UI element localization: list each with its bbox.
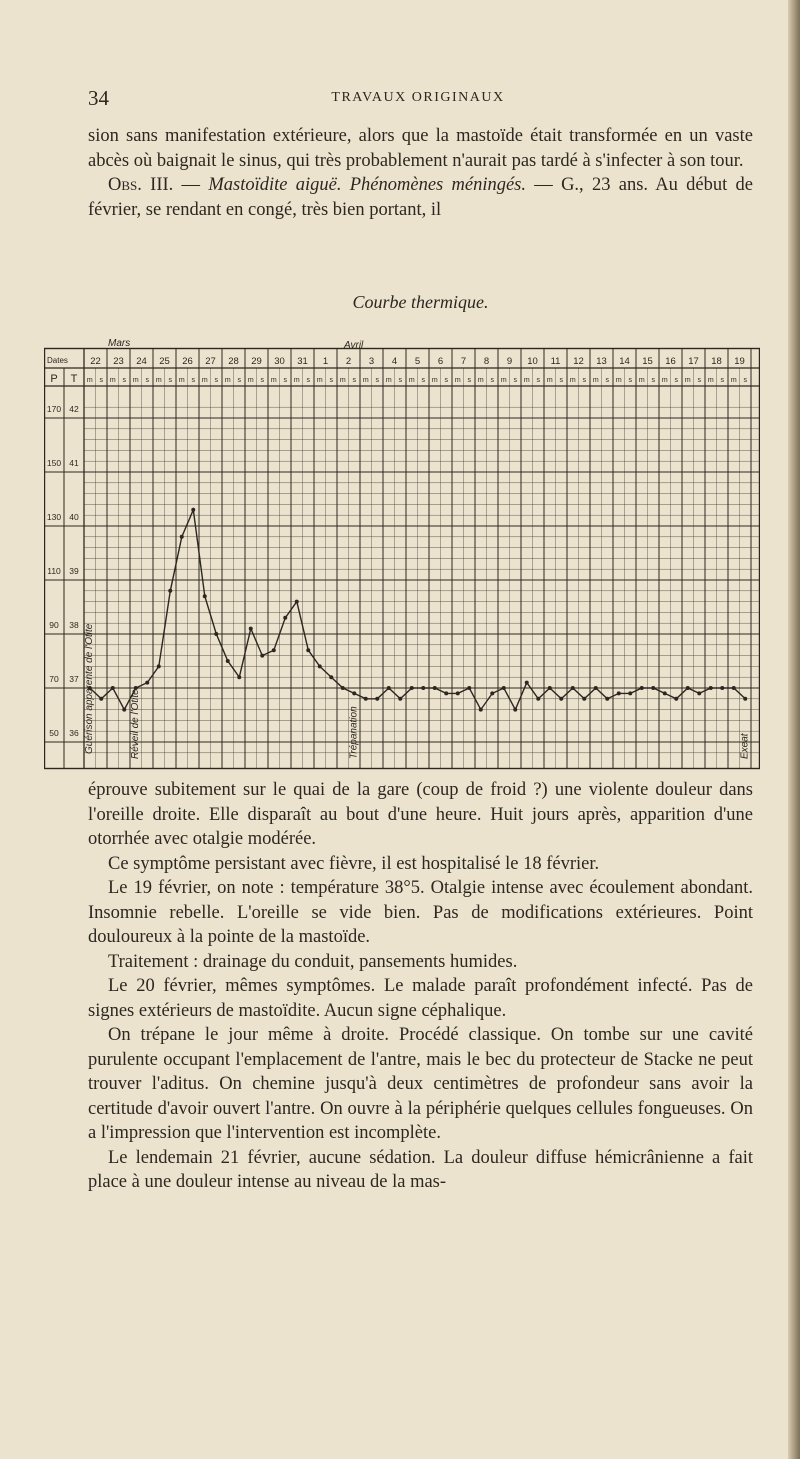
half-day-label: m xyxy=(224,377,231,384)
half-day-label: s xyxy=(145,377,149,384)
pulse-tick: 110 xyxy=(47,566,61,576)
half-day-label: s xyxy=(237,377,241,384)
temperature-point xyxy=(237,675,241,679)
temperature-point xyxy=(709,686,713,690)
annotation-trepanation: Trépanation xyxy=(348,706,360,759)
half-day-label: m xyxy=(615,377,622,384)
temperature-point xyxy=(743,697,747,701)
temperature-point xyxy=(651,686,655,690)
temp-tick: 38 xyxy=(69,620,79,630)
half-day-label: m xyxy=(638,377,645,384)
half-day-label: s xyxy=(214,377,218,384)
temperature-point xyxy=(720,686,724,690)
day-label: 13 xyxy=(596,356,607,367)
body-paragraph: Le 19 février, on note : température 38°5. Otalgie intense avec écoulement abondant. Insomnie rebelle. L'oreille se vide bien. Pas de modifications extérieures. Point douloureux à la pointe de la mastoïde. xyxy=(88,878,753,947)
temperature-point xyxy=(479,708,483,712)
half-day-label: s xyxy=(375,377,379,384)
half-day-label: m xyxy=(523,377,530,384)
temperature-point xyxy=(260,654,264,658)
obs-number: . III. — xyxy=(137,175,209,195)
temperature-point xyxy=(571,686,575,690)
half-day-label: m xyxy=(178,377,185,384)
day-label: 18 xyxy=(711,356,722,367)
temperature-point xyxy=(467,686,471,690)
half-day-label: m xyxy=(684,377,691,384)
temperature-point xyxy=(582,697,586,701)
temperature-point xyxy=(145,681,149,685)
half-day-label: m xyxy=(316,377,323,384)
half-day-label: s xyxy=(559,377,563,384)
day-label: 7 xyxy=(460,356,467,367)
body-paragraph: Le lendemain 21 février, aucune sédation. La douleur diffuse hémicrânienne a fait place à une douleur intense au niveau de la mas- xyxy=(88,1147,753,1192)
text-top xyxy=(88,124,753,222)
temp-tick: 36 xyxy=(69,728,79,738)
day-label: 10 xyxy=(527,356,538,367)
temperature-point xyxy=(226,659,230,663)
half-day-label: m xyxy=(454,377,461,384)
day-label: 1 xyxy=(322,356,329,367)
temperature-point xyxy=(157,664,161,668)
temperature-point xyxy=(272,648,276,652)
obs-label: Obs xyxy=(108,175,138,195)
half-day-label: s xyxy=(168,377,172,384)
temperature-point xyxy=(663,691,667,695)
half-day-label: s xyxy=(398,377,402,384)
half-day-label: s xyxy=(352,377,356,384)
temperature-point xyxy=(387,686,391,690)
day-label: 17 xyxy=(688,356,699,367)
temperature-point xyxy=(548,686,552,690)
half-day-label: m xyxy=(362,377,369,384)
temperature-point xyxy=(628,691,632,695)
day-label: 8 xyxy=(483,356,490,367)
half-day-label: s xyxy=(191,377,195,384)
body-paragraph: éprouve subitement sur le quai de la gare (coup de froid ?) une violente douleur dans l'oreille droite. Elle disparaît au bout d'une heure. Huit jours après, apparition d'une otorrhée avec otalgie modérée. xyxy=(88,780,753,849)
day-label: 24 xyxy=(136,356,147,367)
half-day-label: s xyxy=(467,377,471,384)
day-label: 3 xyxy=(368,356,375,367)
half-day-label: s xyxy=(720,377,724,384)
pulse-tick: 90 xyxy=(49,620,59,630)
annotation-exeat: Exeat xyxy=(739,733,751,759)
temp-tick: 41 xyxy=(69,458,79,468)
pulse-tick: 70 xyxy=(49,674,59,684)
day-header-label: Dates xyxy=(47,356,68,365)
half-day-label: m xyxy=(247,377,254,384)
temperature-point xyxy=(525,681,529,685)
temperature-point xyxy=(398,697,402,701)
pulse-tick: 50 xyxy=(49,728,59,738)
day-label: 19 xyxy=(734,356,745,367)
temperature-point xyxy=(421,686,425,690)
half-day-label: m xyxy=(477,377,484,384)
temperature-point xyxy=(490,691,494,695)
temp-tick: 39 xyxy=(69,566,79,576)
temperature-chart-svg xyxy=(44,334,760,774)
month-label-mars: Mars xyxy=(108,338,131,349)
half-day-label: m xyxy=(408,377,415,384)
page-number: 34 xyxy=(88,86,109,110)
temperature-point xyxy=(249,627,253,631)
body-paragraph: Ce symptôme persistant avec fièvre, il est hospitalisé le 18 février. xyxy=(108,853,600,874)
half-day-label: m xyxy=(569,377,576,384)
temperature-point xyxy=(122,708,126,712)
half-day-label: s xyxy=(674,377,678,384)
half-day-label: m xyxy=(546,377,553,384)
temperature-point xyxy=(318,664,322,668)
half-day-label: s xyxy=(536,377,540,384)
half-day-label: s xyxy=(260,377,264,384)
text-bottom xyxy=(88,778,753,1195)
day-label: 26 xyxy=(182,356,193,367)
day-label: 31 xyxy=(297,356,308,367)
temperature-point xyxy=(111,686,115,690)
temperature-point xyxy=(433,686,437,690)
day-label: 14 xyxy=(619,356,630,367)
temperature-chart xyxy=(44,334,760,774)
day-label: 29 xyxy=(251,356,262,367)
day-label: 4 xyxy=(391,356,398,367)
day-label: 25 xyxy=(159,356,170,367)
day-label: 28 xyxy=(228,356,239,367)
running-title: TRAVAUX ORIGINAUX xyxy=(331,90,505,105)
obs-rest: — G., 23 ans. Au début de février, se rendant en congé, très bien portant, il xyxy=(88,175,753,220)
half-day-label: s xyxy=(329,377,333,384)
day-label: 2 xyxy=(345,356,352,367)
half-day-label: s xyxy=(697,377,701,384)
half-day-label: m xyxy=(86,377,93,384)
half-day-label: m xyxy=(500,377,507,384)
temperature-point xyxy=(513,708,517,712)
temperature-point xyxy=(559,697,563,701)
temperature-point xyxy=(364,697,368,701)
temperature-point xyxy=(203,594,207,598)
half-day-label: m xyxy=(132,377,139,384)
temp-tick: 40 xyxy=(69,512,79,522)
half-day-label: m xyxy=(201,377,208,384)
half-day-label: m xyxy=(385,377,392,384)
temperature-point xyxy=(375,697,379,701)
observation-heading xyxy=(88,173,753,222)
temperature-point xyxy=(502,686,506,690)
half-day-label: m xyxy=(707,377,714,384)
temperature-point xyxy=(306,648,310,652)
half-day-label: m xyxy=(339,377,346,384)
temperature-point xyxy=(99,697,103,701)
annotation-reveil: Réveil de l'Otite xyxy=(130,689,141,759)
temperature-point xyxy=(686,686,690,690)
body-paragraph: Traitement : drainage du conduit, pansements humides. xyxy=(108,951,518,972)
half-day-label: s xyxy=(283,377,287,384)
temp-tick: 42 xyxy=(69,404,79,414)
half-day-label: m xyxy=(270,377,277,384)
half-day-label: s xyxy=(306,377,310,384)
temperature-point xyxy=(605,697,609,701)
half-day-label: s xyxy=(421,377,425,384)
day-label: 5 xyxy=(414,356,421,367)
half-day-label: s xyxy=(582,377,586,384)
month-label-avril: Avril xyxy=(344,340,364,351)
half-day-label: m xyxy=(109,377,116,384)
day-label: 9 xyxy=(506,356,513,367)
obs-title: Mastoïdite aiguë. Phénomènes méningés. xyxy=(208,175,527,195)
pulse-axis-head: P xyxy=(50,373,58,385)
temperature-point xyxy=(536,697,540,701)
temperature-point xyxy=(674,697,678,701)
pulse-tick: 150 xyxy=(46,458,62,468)
day-label: 22 xyxy=(90,356,101,367)
temp-axis-head: T xyxy=(70,373,78,385)
temperature-point xyxy=(732,686,736,690)
half-day-label: s xyxy=(99,377,103,384)
temperature-point xyxy=(214,632,218,636)
half-day-label: s xyxy=(605,377,609,384)
temperature-point xyxy=(617,691,621,695)
temperature-point xyxy=(341,686,345,690)
temperature-point xyxy=(191,508,195,512)
temperature-point xyxy=(640,686,644,690)
day-label: 6 xyxy=(437,356,444,367)
temperature-point xyxy=(594,686,598,690)
body-paragraph: Le 20 février, mêmes symptômes. Le malade paraît profondément infecté. Pas de signes extérieurs de mastoïdite. Aucun signe céphalique. xyxy=(88,976,753,1021)
temperature-point xyxy=(352,691,356,695)
day-label: 15 xyxy=(642,356,653,367)
body-paragraph: On trépane le jour même à droite. Procédé classique. On tombe sur une cavité purulente occupant l'emplacement de l'antre, mais le bec du protecteur de Stacke ne peut trouver l'aditus. On chemine jusqu'à deux centimètres de profondeur sans avoir la certitude d'avoir ouvert l'antre. On ouvre à la périphérie quelques cellules fongueuses. On a l'impression que l'intervention est incomplète. xyxy=(88,1025,753,1143)
half-day-label: s xyxy=(122,377,126,384)
pulse-tick: 170 xyxy=(46,404,62,414)
annotation-guerison: Guérison apparente de l'Otite xyxy=(84,623,95,754)
half-day-label: m xyxy=(730,377,737,384)
half-day-label: m xyxy=(592,377,599,384)
day-label: 16 xyxy=(665,356,676,367)
half-day-label: m xyxy=(661,377,668,384)
temperature-point xyxy=(697,691,701,695)
half-day-label: s xyxy=(444,377,448,384)
chart-caption: Courbe thermique. xyxy=(352,292,489,312)
temperature-point xyxy=(295,600,299,604)
day-label: 30 xyxy=(274,356,285,367)
temperature-point xyxy=(456,691,460,695)
day-label: 27 xyxy=(205,356,216,367)
temperature-point xyxy=(329,675,333,679)
page-edge-shadow xyxy=(788,0,800,1459)
half-day-label: s xyxy=(651,377,655,384)
half-day-label: s xyxy=(628,377,632,384)
temperature-point xyxy=(180,535,184,539)
temperature-point xyxy=(410,686,414,690)
half-day-label: m xyxy=(431,377,438,384)
running-head xyxy=(88,86,748,114)
half-day-label: s xyxy=(513,377,517,384)
day-label: 23 xyxy=(113,356,124,367)
half-day-label: m xyxy=(293,377,300,384)
pulse-tick: 130 xyxy=(46,512,62,522)
half-day-label: s xyxy=(743,377,747,384)
temperature-point xyxy=(444,691,448,695)
temp-tick: 37 xyxy=(69,674,79,684)
day-label: 11 xyxy=(550,356,561,367)
half-day-label: s xyxy=(490,377,494,384)
paragraph-continuation: sion sans manifestation extérieure, alors que la mastoïde était transformée en un vaste abcès où baignait le sinus, qui très probablement n'aurait pas tardé à s'infecter à son tour. xyxy=(88,126,753,171)
temperature-point xyxy=(168,589,172,593)
day-label: 12 xyxy=(573,356,584,367)
temperature-point xyxy=(283,616,287,620)
half-day-label: m xyxy=(155,377,162,384)
